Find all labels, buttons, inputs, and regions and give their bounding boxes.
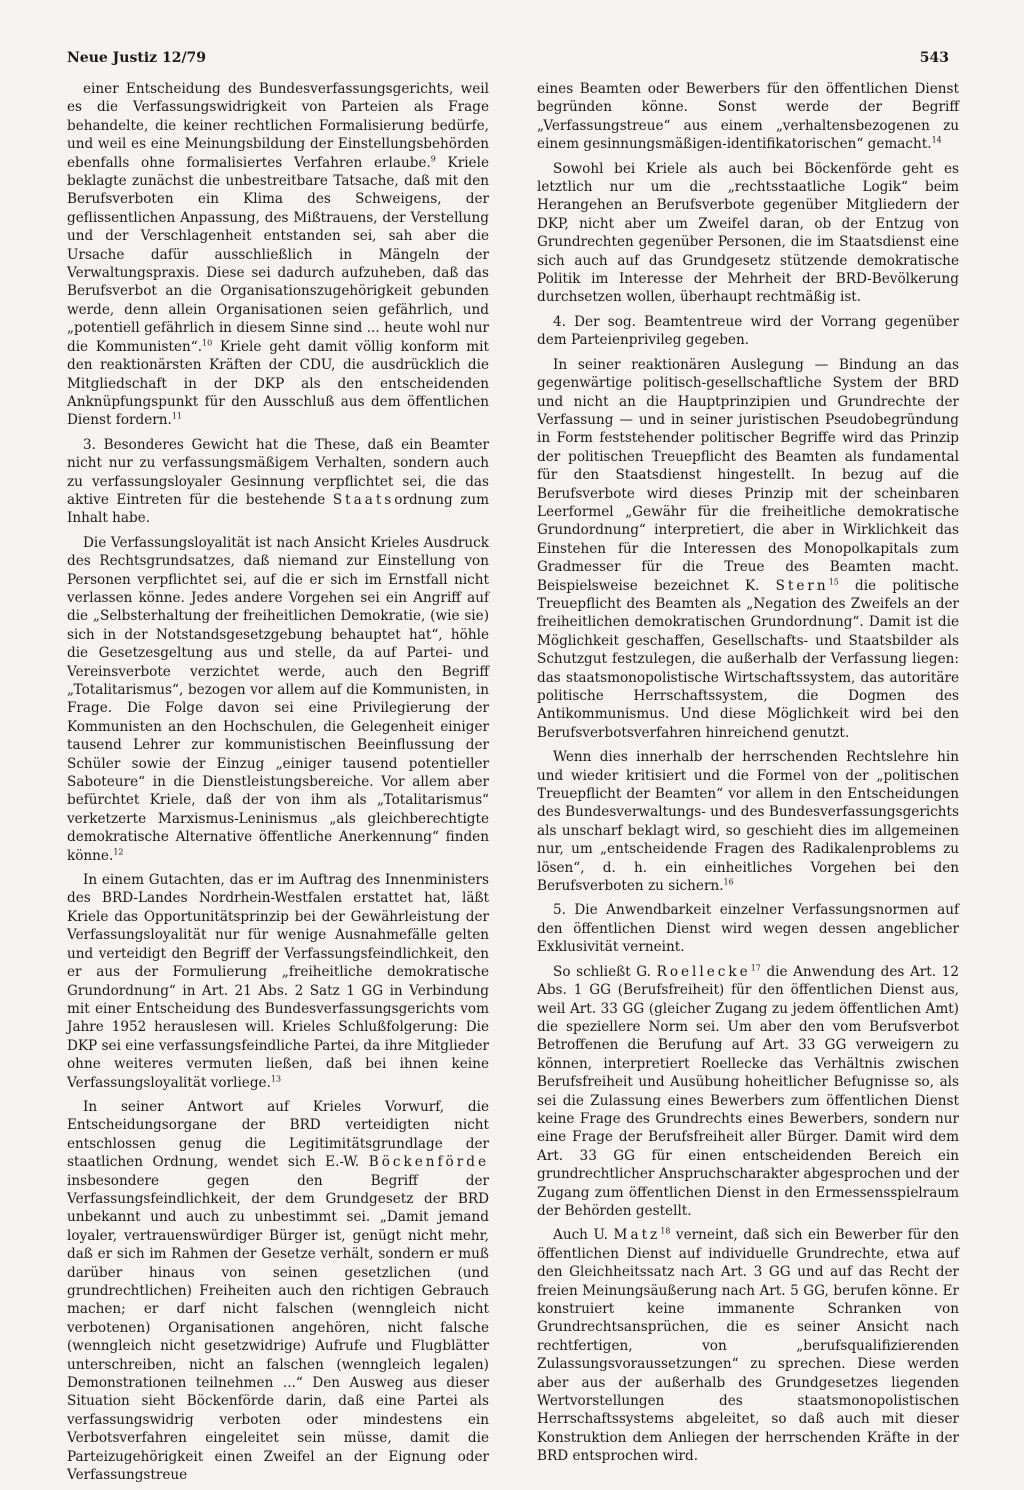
paragraph-text: In seiner reaktionären Auslegung — Bindung an das gegenwärtige politisch-gesellschaftliche System der BRD und nicht an die Hauptprinzipien und Grundrechte der Verfassung — und in seiner juristischen Pseudobegründung in Form feststehender politischer Begriffe wird das Prinzip der politischen Treuepflicht des Beamten als fundamental für den Staatsdienst hingestellt. In bezug auf die Berufsverbote wird dieses Prinzip mit der scheinbaren Leerformel „Gewähr für die freiheitliche demokratische Grundordnung“ interpretiert, die aber in Wirklichkeit das Einstehen für die Interessen des Monopolkapitals zum Gradmesser für die Treue des Beamten macht. Beispielsweise bezeichnet K. [537, 356, 959, 594]
paragraph-text: In seiner Antwort auf Krieles Vorwurf, die Entscheidungsorgane der BRD verteidigten nicht entschlossen genug die Legitimitätsgrundlage der staatlichen Ordnung, wendet sich E.-W. [67, 1098, 489, 1171]
paragraph [537, 963, 959, 1221]
spaced-name: Matz [613, 1227, 661, 1244]
right-column [537, 80, 959, 1472]
paragraph-text: Die Verfassungsloyalität ist nach Ansicht Krieles Ausdruck des Rechtsgrundsatzes, daß niemand zur Einstellung von Personen verpflichtet sei, auf die er sich im Ernstfall nicht verlassen könne. Jedes andere Vorgehen sei ein Angriff auf die „Selbsterhaltung der freiheitlichen Demokratie, (wie sie) sich in der Notstandsgesetzgebung behauptet hat“, höhle die Gesetzesgeltung aus und stelle, da auf Partei- und Vereinsverbote verzichtet werde, auch den Begriff „Totalitarismus“, bezogen vor allem auf die Kommunisten, in Frage. Die Folge davon sei eine Privilegierung der Kommunisten an den Hochschulen, die Gelegenheit einiger tausend Lehrer zur kommunistischen Beeinflussung der Schüler sowie der Einzug „einiger tausend potentieller Saboteure“ in die Dienstleistungsbereiche. Vor allem aber befürchtet Kriele, daß der von ihm als „Totalitarismus“ verketzerte Marxismus-Leninismus „als gleichberechtigte demokratische Alternative öffentliche Anerkennung“ finden könne. [67, 534, 489, 864]
paragraph [537, 901, 959, 956]
footnote-ref: 16 [723, 877, 734, 887]
paragraph-text: 3. Besonderes Gewicht hat die These, daß ein Beamter nicht nur zu verfassungsmäßigem Verhalten, sondern auch zu verfassungsloyaler Gesinnung verpflichtet sei, die das aktive Eintreten für die bestehende [67, 436, 489, 508]
journal-title: Neue Justiz 12/79 [67, 50, 207, 66]
paragraph-text: Auch U. [553, 1227, 614, 1244]
paragraph [537, 1226, 959, 1465]
paragraph [537, 748, 959, 895]
footnote-ref: 17 [750, 963, 761, 973]
spaced-name: Roellecke [656, 963, 751, 980]
paragraph-text: einer Entscheidung des Bundesverfassungsgerichts, weil es die Verfassungswidrigkeit von Parteien als Frage behandelte, die keiner rechtlichen Formalisierung bedürfe, und weil es eine Meinungsbildung der Einstellungsbehörden ebenfalls ohne formalisiertes Verfahren erlaube. [67, 81, 489, 171]
paragraph-text: In einem Gutachten, das er im Auftrag des Innenministers des BRD-Landes Nordrhein-Westfalen erstattet hat, läßt Kriele das Opportunitätsprinzip bei der Gewährleistung der Verfassungsloyalität nur für wenige Ausnahmefälle gelten und verteidigt den Begriff der Verfassungsfeindlichkeit, den er aus der Formulierung „freiheitliche demokratische Grundordnung“ in Art. 21 Abs. 2 Satz 1 GG in Verbindung mit einer Entscheidung des Bundesverfassungsgerichts vom Jahre 1952 herauslesen will. Krieles Schlußfolgerung: Die DKP sei eine verfassungsfeindliche Partei, da ihre Mitglieder ohne weiteres vermuten ließen, daß bei ihnen keine Verfassungsloyalität vorliege. [67, 872, 489, 1091]
paragraph [67, 436, 489, 528]
paragraph [537, 356, 959, 743]
footnote-ref: 11 [171, 411, 183, 421]
paragraph-text: Wenn dies innerhalb der herrschenden Rechtslehre hin und wieder kritisiert und die Formel von der „politischen Treuepflicht der Beamten“ vor allem in den Entscheidungen des Bundesverwaltungs- und des Bundesverfassungsgerichts als unscharf beklagt wird, so geschieht dies im allgemeinen nur, um „entscheidende Fragen des Radikalenproblems zu lösen“, d. h. ein einheitliches Vorgehen bei den Berufsverboten zu sichern. [537, 749, 959, 895]
paragraph-text: Diese werden aber aus der außerhalb des Grundgesetzes liegenden Wertvorstellungen des staatsmonopolistischen Herrschaftssystems abgeleitet, so daß auch mit dieser Konstruktion dem Anliegen der herrschenden Kräfte in der BRD entsprochen wird. [537, 1356, 959, 1465]
spaced-name: Stern [775, 577, 829, 594]
paragraph [67, 534, 489, 865]
paragraph-text: 4. Der sog. Beamtentreue wird der Vorrang gegenüber dem Parteienprivileg gegeben. [537, 313, 959, 349]
footnote-ref: 12 [113, 847, 124, 857]
paragraph-text: insbesondere gegen den Begriff der Verfassungsfeindlichkeit, der dem Grundgesetz der BRD unbekannt und auch zu unbestimmt sei. „Damit jemand loyaler, vertrauenswürdiger Bürger ist, genügt nicht mehr, daß er sich im Rahmen der Gesetze verhält, sondern er muß darüber hinaus von seinen gesetzlichen (und grundrechtlichen) Freiheiten auch den richtigen Gebrauch machen; er darf nicht falschen (wenngleich nicht verbotenen) Organisationen angehören, nicht falsche (wenngleich nicht gesetzwidrige) Aufrufe und Flugblätter unterschreiben, nicht an falschen (wenngleich legalen) Demonstrationen teilnehmen ...“ Den Ausweg aus dieser Situation sieht Böckenförde darin, daß eine Partei als verfassungswidrig verboten oder mindestens ein Verbotsverfahren eingeleitet sein müsse, damit die Parteizugehörigkeit einen Zweifel an der Eignung oder Verfassungstreue [67, 1172, 489, 1484]
paragraph-text: So schließt G. [553, 963, 657, 980]
paragraph [67, 871, 489, 1092]
paragraph [67, 1098, 489, 1485]
page-header [67, 50, 949, 66]
paragraph [537, 160, 959, 307]
footnote-ref: 9 [430, 154, 436, 164]
paragraph-text: Kriele beklagte zunächst die unbestreitbare Tatsache, daß mit den Berufsverboten ein Klima des Schweigens, der geflissentlichen Anpassung, des Mißtrauens, der Verstellung und der Verschlagenheit entstanden sei, sah aber die Ursache dafür ausschließlich in Mängeln der Verwaltungspraxis. Diese sei dadurch aufzuheben, daß das Berufsverbot an die Organisationszugehörigkeit gebunden werde, denn allein Organisationen seien gefährlich, und „potentiell gefährlich in diesem Sinne sind ... heute wohl nur die Kommunisten“. [67, 154, 489, 355]
paragraph [537, 80, 959, 154]
footnote-ref: 18 [660, 1226, 671, 1236]
paragraph-text: Damit ist die Möglichkeit geschaffen, Gesellschafts- und Staatsbilder als Schutzgut festzulegen, die außerhalb der Verfassung liegen: das staatsmonopolistische Wirtschaftssystem, das autoritäre politische Herrschaftssystem, die Dogmen des Antikommunismus. Und diese Möglichkeit wird bei den Berufsverbotsverfahren hinreichend genutzt. [537, 614, 959, 741]
page-number: 543 [919, 50, 949, 66]
paragraph-text: Sowohl bei Kriele als auch bei Böckenförde geht es letztlich nur um die „rechtsstaatliche Logik“ beim Herangehen an Berufsverbote gegenüber Mitgliedern der DKP, nicht aber um Zweifel daran, ob der Entzug von Grundrechten gegenüber Personen, die im Staatsdienst eine sich auch auf das Grundgesetz stützende demokratische Politik im Interesse der Mehrheit der BRD-Bevölkerung durchsetzen wollen, überhaupt rechtmäßig ist. [537, 160, 959, 306]
left-column [67, 80, 489, 1490]
footnote-ref: 10 [202, 338, 213, 348]
paragraph-text: ordnung zum Inhalt habe. [67, 491, 490, 527]
paragraph-text: Damit wird dem Art. 33 GG für einen entscheidenden Bereich ein grundrechtlicher Anspruchscharakter abgesprochen und der Zugang zum öffentlichen Dienst in den Ermessensspielraum der Behörden gestellt. [537, 1129, 959, 1219]
spaced-name: Staats [332, 491, 395, 508]
paragraph-text: die politische Treuepflicht des Beamten als „Negation des Zweifels an der freiheitlichen demokratischen Grundordnung“. [537, 577, 959, 631]
paragraph-text: verneint, daß sich ein Bewerber für den öffentlichen Dienst auf individuelle Grundrechte, etwa auf den Gleichheitssatz nach Art. 3 GG und auf das Recht der freien Meinungsäußerung nach Art. 5 GG, berufen könne. Er konstruiert keine immanente Schranken von Grundrechtsansprüchen, die es seiner Ansicht nach rechtfertigen, von „berufsqualifizierenden Zulassungsvoraussetzungen“ zu sprechen. [537, 1227, 959, 1373]
spaced-name: Böckenförde [368, 1154, 489, 1171]
footnote-ref: 14 [931, 135, 942, 145]
paragraph-text: 5. Die Anwendbarkeit einzelner Verfassungsnormen auf den öffentlichen Dienst wird wegen dessen angeblicher Exklusivität verneint. [537, 902, 959, 956]
paragraph-text: eines Beamten oder Bewerbers für den öffentlichen Dienst begründen könne. Sonst werde der Begriff „Verfassungstreue“ aus einem „verhaltensbezogenen zu einem gesinnungsmäßigen-identifikatorischen“ gemacht. [537, 81, 959, 153]
paragraph-text: die Anwendung des Art. 12 Abs. 1 GG (Berufsfreiheit) für den öffentlichen Dienst aus, weil Art. 33 GG (gleicher Zugang zu jedem öffentlichen Amt) die speziellere Norm sei. Um aber den vom Berufsverbot Betroffenen die Berufung auf Art. 33 GG verweigern zu können, interpretiert Roellecke das Verhältnis zwischen Berufsfreiheit und Ausübung hoheitlicher Befugnisse so, als sei die Zulassung eines Bewerbers zum öffentlichen Dienst keine Frage des Grundrechts eines Bewerbers, sondern nur eine Frage der Berufsfreiheit aller Bürger. [537, 963, 959, 1146]
footnote-ref: 15 [828, 577, 839, 587]
paragraph [67, 80, 489, 430]
paragraph [537, 313, 959, 350]
paragraph-text: Kriele geht damit völlig konform mit den reaktionärsten Kräften der CDU, die ausdrücklich die Mitgliedschaft in der DKP als den entscheidenden Anknüpfungspunkt für den Ausschluß aus dem öffentlichen Dienst fordern. [67, 338, 489, 429]
footnote-ref: 13 [270, 1074, 282, 1083]
